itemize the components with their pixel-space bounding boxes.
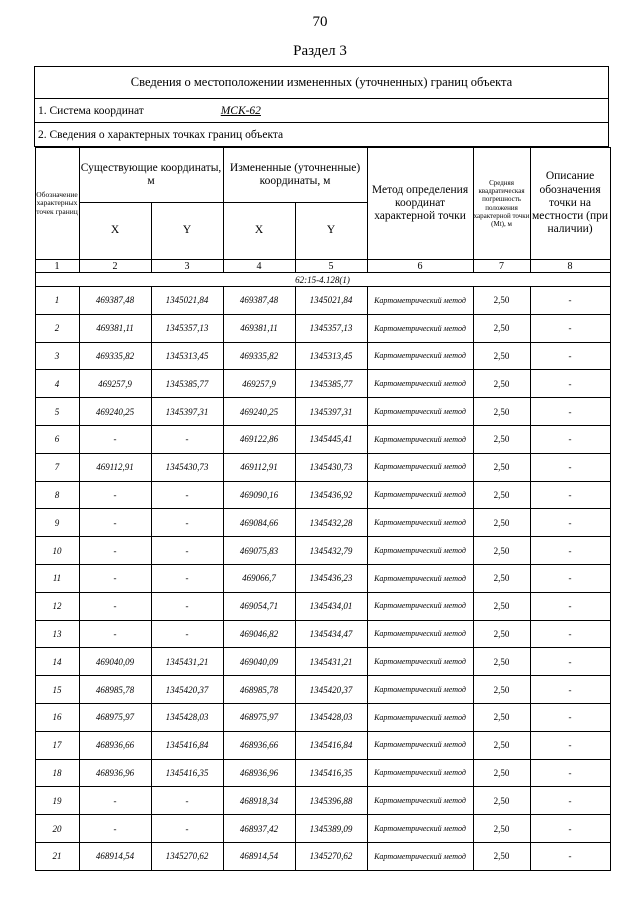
table-row [35,537,610,565]
point-number: 11 [35,564,79,592]
changed-x: 469054,71 [223,592,295,620]
error-value: 2,50 [473,620,530,648]
header-changed-x: X [223,203,295,260]
point-number: 6 [35,425,79,453]
error-value: 2,50 [473,815,530,843]
changed-x: 468918,34 [223,787,295,815]
existing-x: - [79,564,151,592]
existing-x: - [79,481,151,509]
error-value: 2,50 [473,509,530,537]
changed-y: 1345431,21 [295,648,367,676]
existing-x: 469381,11 [79,314,151,342]
header-error: Средняя квадратическая погрешность положения характерной точки (Mt), м [473,148,530,260]
changed-y: 1345436,92 [295,481,367,509]
existing-y: 1345430,73 [151,453,223,481]
method: Картометрический метод [367,787,473,815]
description: - [530,537,610,565]
header-designation: Обозначение характерных точек границ [35,148,79,260]
column-number: 3 [151,260,223,273]
existing-x: - [79,425,151,453]
existing-x: 469387,48 [79,287,151,315]
method: Картометрический метод [367,509,473,537]
description: - [530,676,610,704]
existing-x: - [79,815,151,843]
error-value: 2,50 [473,287,530,315]
point-number: 19 [35,787,79,815]
method: Картометрический метод [367,815,473,843]
changed-y: 1345357,13 [295,314,367,342]
header-description: Описание обозначения точки на местности (при наличии) [530,148,610,260]
point-number: 13 [35,620,79,648]
column-number: 8 [530,260,610,273]
changed-y: 1345416,84 [295,731,367,759]
error-value: 2,50 [473,676,530,704]
header-existing-x: X [79,203,151,260]
error-value: 2,50 [473,787,530,815]
table-row [35,592,610,620]
method: Картометрический метод [367,370,473,398]
changed-y: 1345432,79 [295,537,367,565]
method: Картометрический метод [367,314,473,342]
existing-y: 1345428,03 [151,703,223,731]
table-row [35,314,610,342]
point-number: 8 [35,481,79,509]
error-value: 2,50 [473,759,530,787]
existing-y: 1345313,45 [151,342,223,370]
table-row [35,425,610,453]
existing-y: - [151,425,223,453]
existing-y: 1345431,21 [151,648,223,676]
header-existing-y: Y [151,203,223,260]
changed-y: 1345313,45 [295,342,367,370]
changed-x: 468985,78 [223,676,295,704]
point-number: 17 [35,731,79,759]
description: - [530,815,610,843]
point-number: 7 [35,453,79,481]
changed-y: 1345432,28 [295,509,367,537]
points-table [35,147,611,871]
description: - [530,314,610,342]
changed-y: 1345445,41 [295,425,367,453]
point-number: 9 [35,509,79,537]
description: - [530,731,610,759]
table-row [35,676,610,704]
coord-system-value: МСК-62 [220,104,261,117]
table-row [35,787,610,815]
error-value: 2,50 [473,453,530,481]
table-row [35,731,610,759]
existing-y: - [151,620,223,648]
column-number: 6 [367,260,473,273]
parcel-subheading: 62:15-4.128(1) [35,273,610,287]
point-number: 2 [35,314,79,342]
table-row [35,564,610,592]
table-title: Сведения о местоположении измененных (уточненных) границ объекта [35,67,609,99]
coord-system-row [35,99,609,123]
table-row [35,370,610,398]
existing-y: - [151,537,223,565]
method: Картометрический метод [367,398,473,426]
table-row [35,453,610,481]
changed-x: 469066,7 [223,564,295,592]
table-row [35,703,610,731]
changed-x: 469240,25 [223,398,295,426]
existing-x: - [79,537,151,565]
existing-x: 468936,66 [79,731,151,759]
existing-y: 1345385,77 [151,370,223,398]
method: Картометрический метод [367,592,473,620]
existing-x: 468936,96 [79,759,151,787]
changed-y: 1345430,73 [295,453,367,481]
header-existing: Существующие координаты, м [79,148,223,203]
point-number: 21 [35,842,79,870]
section-title: Раздел 3 [293,43,347,59]
method: Картометрический метод [367,759,473,787]
changed-x: 469075,83 [223,537,295,565]
point-number: 14 [35,648,79,676]
existing-x: 469040,09 [79,648,151,676]
point-number: 1 [35,287,79,315]
parcel-subheading-row [35,273,610,287]
method: Картометрический метод [367,481,473,509]
changed-y: 1345434,47 [295,620,367,648]
error-value: 2,50 [473,703,530,731]
existing-x: - [79,620,151,648]
description: - [530,398,610,426]
point-number: 12 [35,592,79,620]
description: - [530,759,610,787]
point-number: 18 [35,759,79,787]
existing-y: - [151,815,223,843]
changed-y: 1345416,35 [295,759,367,787]
description: - [530,370,610,398]
existing-y: 1345270,62 [151,842,223,870]
existing-x: 468975,97 [79,703,151,731]
existing-y: - [151,509,223,537]
point-number: 3 [35,342,79,370]
existing-y: 1345397,31 [151,398,223,426]
existing-x: - [79,509,151,537]
existing-y: - [151,564,223,592]
description: - [530,509,610,537]
description: - [530,787,610,815]
boundary-info-table [34,66,609,871]
error-value: 2,50 [473,342,530,370]
changed-y: 1345021,84 [295,287,367,315]
changed-x: 469387,48 [223,287,295,315]
description: - [530,453,610,481]
table-row [35,398,610,426]
changed-y: 1345397,31 [295,398,367,426]
method: Картометрический метод [367,731,473,759]
header-changed-y: Y [295,203,367,260]
table-row [35,481,610,509]
existing-x: 469257,9 [79,370,151,398]
changed-y: 1345396,88 [295,787,367,815]
description: - [530,481,610,509]
existing-y: 1345357,13 [151,314,223,342]
table-row [35,287,610,315]
existing-x: 468914,54 [79,842,151,870]
method: Картометрический метод [367,425,473,453]
column-number: 4 [223,260,295,273]
error-value: 2,50 [473,648,530,676]
point-number: 10 [35,537,79,565]
changed-x: 469381,11 [223,314,295,342]
description: - [530,342,610,370]
description: - [530,592,610,620]
method: Картометрический метод [367,564,473,592]
header-changed: Измененные (уточненные) координаты, м [223,148,367,203]
changed-x: 468914,54 [223,842,295,870]
changed-x: 469090,16 [223,481,295,509]
error-value: 2,50 [473,537,530,565]
description: - [530,620,610,648]
error-value: 2,50 [473,481,530,509]
error-value: 2,50 [473,370,530,398]
method: Картометрический метод [367,342,473,370]
point-number: 16 [35,703,79,731]
points-table-body [35,260,610,871]
error-value: 2,50 [473,398,530,426]
point-number: 15 [35,676,79,704]
existing-x: - [79,787,151,815]
changed-x: 469112,91 [223,453,295,481]
changed-y: 1345420,37 [295,676,367,704]
description: - [530,842,610,870]
column-number: 5 [295,260,367,273]
changed-y: 1345385,77 [295,370,367,398]
changed-x: 469046,82 [223,620,295,648]
method: Картометрический метод [367,620,473,648]
page-number: 70 [312,14,328,30]
changed-x: 468936,96 [223,759,295,787]
error-value: 2,50 [473,564,530,592]
error-value: 2,50 [473,592,530,620]
table-row [35,620,610,648]
method: Картометрический метод [367,648,473,676]
changed-y: 1345436,23 [295,564,367,592]
table-row [35,648,610,676]
table-row [35,842,610,870]
existing-x: 469335,82 [79,342,151,370]
existing-y: 1345416,35 [151,759,223,787]
existing-y: - [151,481,223,509]
existing-y: 1345420,37 [151,676,223,704]
point-number: 20 [35,815,79,843]
changed-x: 468937,42 [223,815,295,843]
method: Картометрический метод [367,287,473,315]
existing-y: 1345021,84 [151,287,223,315]
existing-x: 469240,25 [79,398,151,426]
description: - [530,564,610,592]
method: Картометрический метод [367,453,473,481]
method: Картометрический метод [367,842,473,870]
method: Картометрический метод [367,537,473,565]
error-value: 2,50 [473,842,530,870]
changed-x: 469122,86 [223,425,295,453]
points-heading: 2. Сведения о характерных точках границ объекта [35,123,609,147]
existing-y: - [151,592,223,620]
changed-y: 1345428,03 [295,703,367,731]
table-row [35,342,610,370]
method: Картометрический метод [367,676,473,704]
changed-x: 469040,09 [223,648,295,676]
column-number: 2 [79,260,151,273]
changed-x: 469084,66 [223,509,295,537]
table-row [35,815,610,843]
description: - [530,703,610,731]
table-row [35,759,610,787]
header-method: Метод определения координат характерной точки [367,148,473,260]
changed-y: 1345270,62 [295,842,367,870]
changed-y: 1345434,01 [295,592,367,620]
changed-x: 469257,9 [223,370,295,398]
existing-x: - [79,592,151,620]
error-value: 2,50 [473,731,530,759]
error-value: 2,50 [473,425,530,453]
existing-x: 468985,78 [79,676,151,704]
changed-x: 468936,66 [223,731,295,759]
error-value: 2,50 [473,314,530,342]
point-number: 5 [35,398,79,426]
changed-y: 1345389,09 [295,815,367,843]
column-number: 7 [473,260,530,273]
existing-y: 1345416,84 [151,731,223,759]
method: Картометрический метод [367,703,473,731]
changed-x: 469335,82 [223,342,295,370]
existing-y: - [151,787,223,815]
existing-x: 469112,91 [79,453,151,481]
description: - [530,287,610,315]
point-number: 4 [35,370,79,398]
changed-x: 468975,97 [223,703,295,731]
coord-system-label: 1. Система координат [38,104,144,117]
table-row [35,509,610,537]
description: - [530,648,610,676]
description: - [530,425,610,453]
column-number: 1 [35,260,79,273]
column-numbers-row [35,260,610,273]
